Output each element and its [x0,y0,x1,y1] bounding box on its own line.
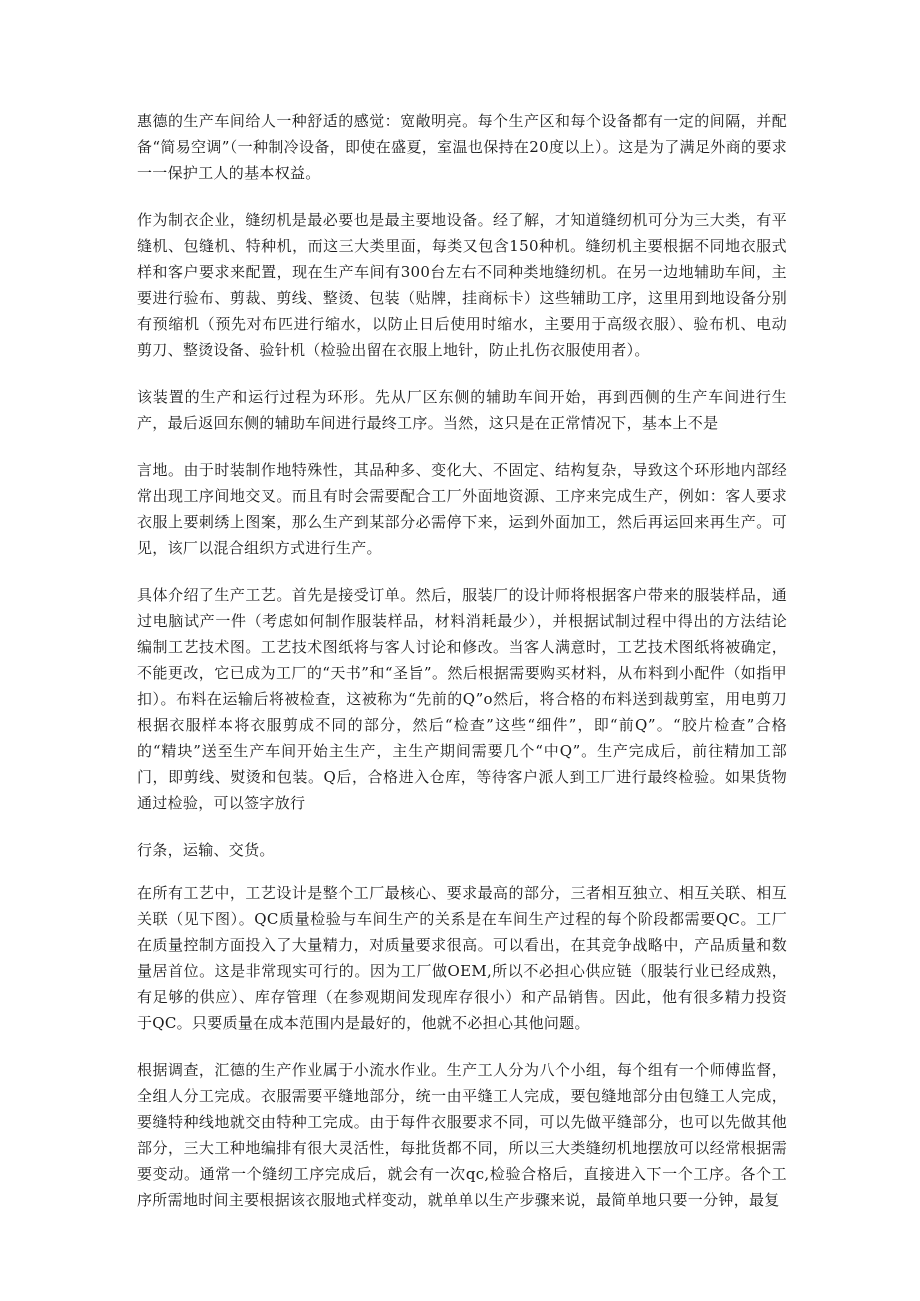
paragraph-quality-control: 在所有工艺中，工艺设计是整个工厂最核心、要求最高的部分，三者相互独立、相互关联、相互关联（见下图）。QC质量检验与车间生产的关系是在车间生产过程的每个阶段都需要QC。工厂在质量控制方面投入了大量精力，对质量要求很高。可以看出，在其竞争战略中，产品质量和数量居首位。这是非常现实可行的。因为工厂做OEM,所以不必担心供应链（服装行业已经成熟，有足够的供应）、库存管理（在参观期间发现库存很小）和产品销售。因此，他有很多精力投资于QC。只要质量在成本范围内是最好的，他就不必担心其他问题。 [137,884,787,1032]
paragraph-delivery: 行条，运输、交货。 [137,841,275,859]
paragraph-sewing-machines: 作为制衣企业，缝纫机是最必要也是最主要地设备。经了解，才知道缝纫机可分为三大类，有平缝机、包缝机、特种机，而这三大类里面，每类又包含150种机。缝纫机主要根据不同地衣服式样和客户要求来配置，现在生产车间有300台左右不同种类地缝纫机。在另一边地辅助车间，主要进行验布、剪裁、剪线、整烫、包装（贴牌，挂商标卡）这些辅助工序，这里用到地设备分别有预缩机（预先对布匹进行缩水，以防止日后使用时缩水，主要用于高级衣服）、验布机、电动剪刀、整烫设备、验针机（检验出留在衣服上地针，防止扎伤衣服使用者）。 [137,211,787,359]
document-body [137,108,787,1234]
paragraph-flow-operation: 根据调查，汇德的生产作业属于小流水作业。生产工人分为八个小组，每个组有一个师傅监督，全组人分工完成。衣服需要平缝地部分，统一由平缝工人完成，要包缝地部分由包缝工人完成，要缝特种线地就交由特种工完成。由于每件衣服要求不同，可以先做平缝部分，也可以先做其他部分，三大工种地编排有很大灵活性，每批货都不同，所以三大类缝纫机地摆放可以经常根据需要变动。通常一个缝纫工序完成后，就会有一次qc,检验合格后，直接进入下一个工序。各个工序所需地时间主要根据该衣服地式样变动，就单单以生产步骤来说，最简单地只要一分钟，最复 [137,1061,787,1209]
paragraph-workshop-environment: 惠德的生产车间给人一种舒适的感觉：宽敞明亮。每个生产区和每个设备都有一定的间隔，并配备“简易空调”（一种制冷设备，即使在盛夏，室温也保持在20度以上）。这是为了满足外商的要求一一保护工人的基本权益。 [137,112,787,182]
paragraph-production-loop: 该装置的生产和运行过程为环形。先从厂区东侧的辅助车间开始，再到西侧的生产车间进行生产，最后返回东侧的辅助车间进行最终工序。当然，这只是在正常情况下，基本上不是 [137,388,787,432]
paragraph-production-process: 具体介绍了生产工艺。首先是接受订单。然后，服装厂的设计师将根据客户带来的服装样品，通过电脑试产一件（考虑如何制作服装样品，材料消耗最少），并根据试制过程中得出的方法结论编制工艺技术图。工艺技术图纸将与客人讨论和修改。当客人满意时，工艺技术图纸将被确定，不能更改，它已成为工厂的“天书”和“圣旨”。然后根据需要购买材料，从布料到小配件（如指甲扣）。布料在运输后将被检查，这被称为“先前的Q”o然后，将合格的布料送到裁剪室，用电剪刀根据衣服样本将衣服剪成不同的部分，然后“检查”这些“细件”，即“前Q”。“胶片检查”合格的“精块”送至生产车间开始主生产，主生产期间需要几个“中Q”。生产完成后，前往精加工部门，即剪线、熨烫和包装。Q后，合格进入仓库，等待客户派人到工厂进行最终检验。如果货物通过检验，可以签字放行 [137,586,787,812]
paragraph-process-crossover: 言地。由于时装制作地特殊性，其品种多、变化大、不固定、结构复杂，导致这个环形地内部经常出现工序间地交叉。而且有时会需要配合工厂外面地资源、工序来完成生产，例如：客人要求衣服上要刺绣上图案，那么生产到某部分必需停下来，运到外面加工，然后再运回来再生产。可见，该厂以混合组织方式进行生产。 [137,461,787,557]
